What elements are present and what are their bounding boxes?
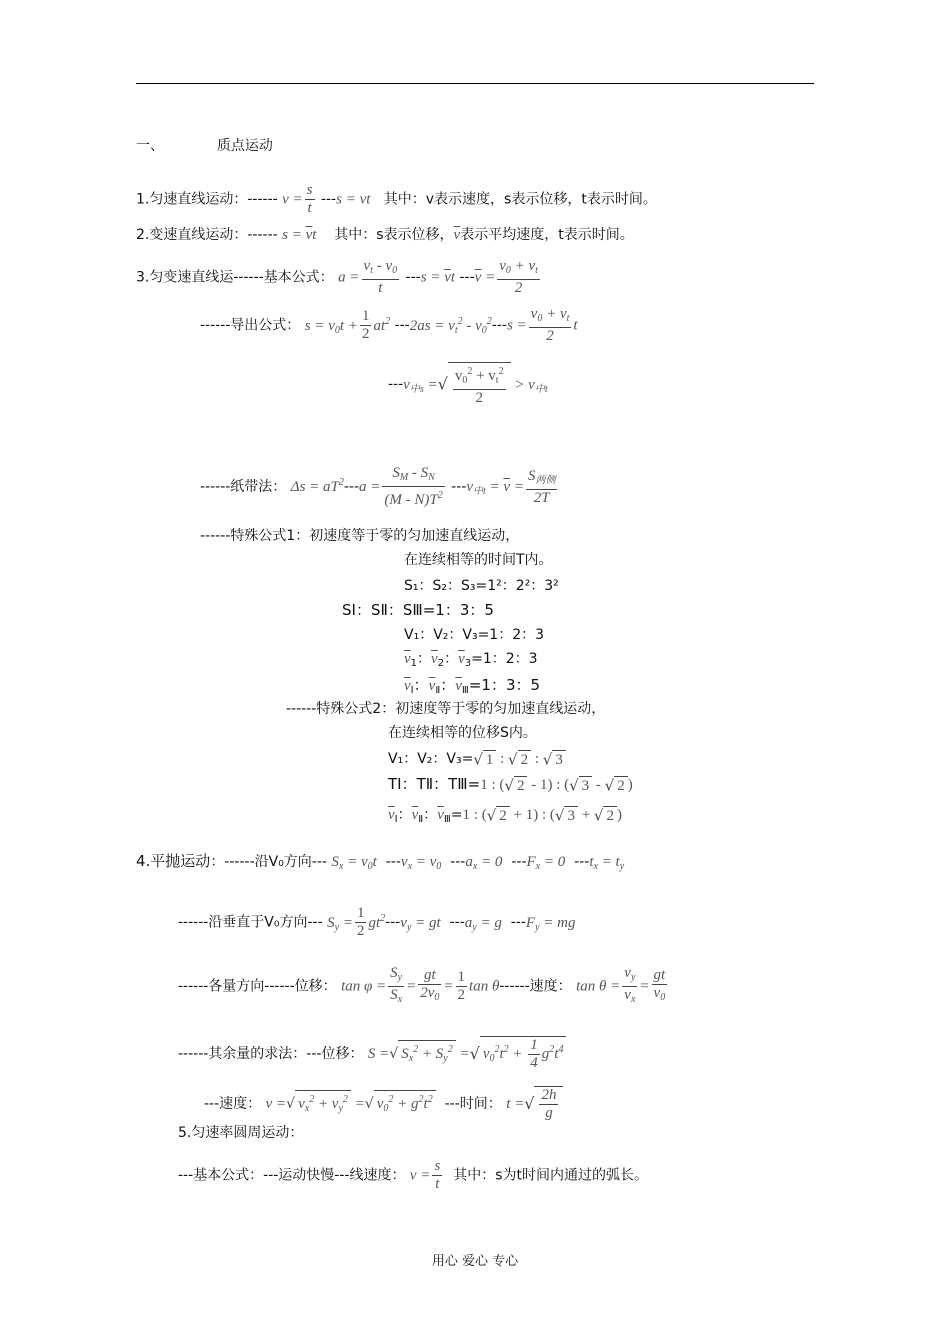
- formula-ticker-tape: ------纸带法： $\Delta s = aT^2---a$ = $\frac{S_M - S_N}{(M - N)T^2}$ $---v_{中t} = \overline{v}$ = $\frac{S_{两侧}}{2T}$: [200, 465, 556, 508]
- special-formula-1-row3: V₁：V₂：V₃=1：2：3: [404, 627, 545, 643]
- special-formula-2-sub: 在连续相等的位移S内。: [388, 725, 537, 741]
- special-formula-2-label: ------特殊公式2：初速度等于零的匀加速直线运动，: [286, 701, 606, 717]
- section-title: 质点运动: [216, 138, 273, 154]
- page-footer: 用心 爱心 专心: [431, 1254, 519, 1269]
- special-formula-1-row1: S₁：S₂：S₃=1²：2²：3²: [404, 578, 559, 594]
- special-formula-1-row5: $\overline{v}_Ⅰ$：$\overline{v}_Ⅱ$：$\overline{v}_Ⅲ=1$：3：5: [404, 676, 541, 696]
- formula-projectile-direction: ------各量方向------位移： tan φ = $\frac{S_y}{S_x}$ = $\frac{gt}{2v_0}$ = $\frac{1}{2}$ tan θ------速度： tan θ = $\frac{v_y}{v_x}$ = $\frac{gt}{v_0}$: [178, 965, 666, 1005]
- formula-uniform-linear: 1.匀速直线运动：------ v = $\frac{s}{t}$ ---s = vt 其中：v表示速度，s表示位移，t表示时间。: [136, 182, 657, 216]
- formula-derived: ------导出公式： $s = v_0t$ + $\frac{1}{2}$ $at^2$ $---2as = v_t^2 - v_0^2---s$ = $\frac{v_0 + v_t}{2}$ t: [200, 306, 578, 344]
- special-formula-1-row4: $\overline{v}_1$：$\overline{v}_2$：$\overline{v}_3=1$：2：3: [404, 651, 538, 669]
- formula-projectile-speed-time: ---速度： v =√ $v_x^2 + v_y^2$ =√ $v_0^2 + g^2t^2$ ---时间： t =√ $\frac{2h}{g}$: [204, 1086, 563, 1122]
- special-formula-1-row2: SⅠ：SⅡ：SⅢ=1：3：5: [342, 601, 494, 619]
- header-rule: [136, 83, 814, 84]
- formula-circular-linear-speed: ---基本公式：---运动快慢---线速度： v = $\frac{s}{t}$ 其中：s为t时间内通过的弧长。: [178, 1158, 648, 1192]
- section-heading: [136, 137, 273, 155]
- formula-projectile-displacement: ------其余量的求法：---位移： S =√ $S_x^2 + S_y^2$ =√ $v_0^2t^2$ + $\frac{1}{4}$ $g^2t^4$: [178, 1036, 566, 1072]
- special-formula-2-row1: V₁：V₂：V₃=√ 1 : √ 2 : √ 3: [388, 750, 566, 769]
- special-formula-2-row2: TⅠ：TⅡ：TⅢ=1 : (√ 2 - 1) : (√ 3 - √ 2 ): [388, 775, 633, 795]
- formula-projectile-horizontal: 4.平抛运动：------沿V₀方向--- $S_x = v_0t$ $---v_x = v_0$ $---a_x = 0$ $---F_x = 0$ $---t_x = t_y$: [136, 852, 625, 872]
- formula-projectile-vertical: ------沿垂直于V₀方向--- $S_y$ = $\frac{1}{2}$ $gt^2---v_y$ = gt $---a_y = g$ $---F_y$ = mg: [178, 905, 576, 939]
- special-formula-1-label: ------特殊公式1：初速度等于零的匀加速直线运动，: [200, 528, 520, 544]
- section-number: 一、: [136, 138, 164, 154]
- special-formula-2-row3: $\overline{v}_Ⅰ$：$\overline{v}_Ⅱ$：$\overline{v}_Ⅲ=1$ : (√ 2 + 1) : (√ 3 + √ 2 ): [388, 806, 622, 825]
- formula-variable-linear: 2.变速直线运动：------ $s = \overline{v}t$ 其中：s表示位移，$\overline{v}$表示平均速度，t表示时间。: [136, 227, 634, 243]
- formula-uniform-accel-basic: 3.匀变速直线运------基本公式： a = $\frac{v_t - v_0}{t}$ $---s = \overline{v}t$ $---\overline{v}$ = $\frac{v_0 + v_t}{2}$: [136, 258, 538, 296]
- circular-heading: 5.匀速率圆周运动：: [178, 1125, 304, 1141]
- formula-mid-position-speed: $---v_{中s}$ =√ $\frac{v_0^2 + v_t^2}{2}$ > $v_{中t}$: [388, 362, 548, 407]
- special-formula-1-sub: 在连续相等的时间T内。: [404, 552, 553, 568]
